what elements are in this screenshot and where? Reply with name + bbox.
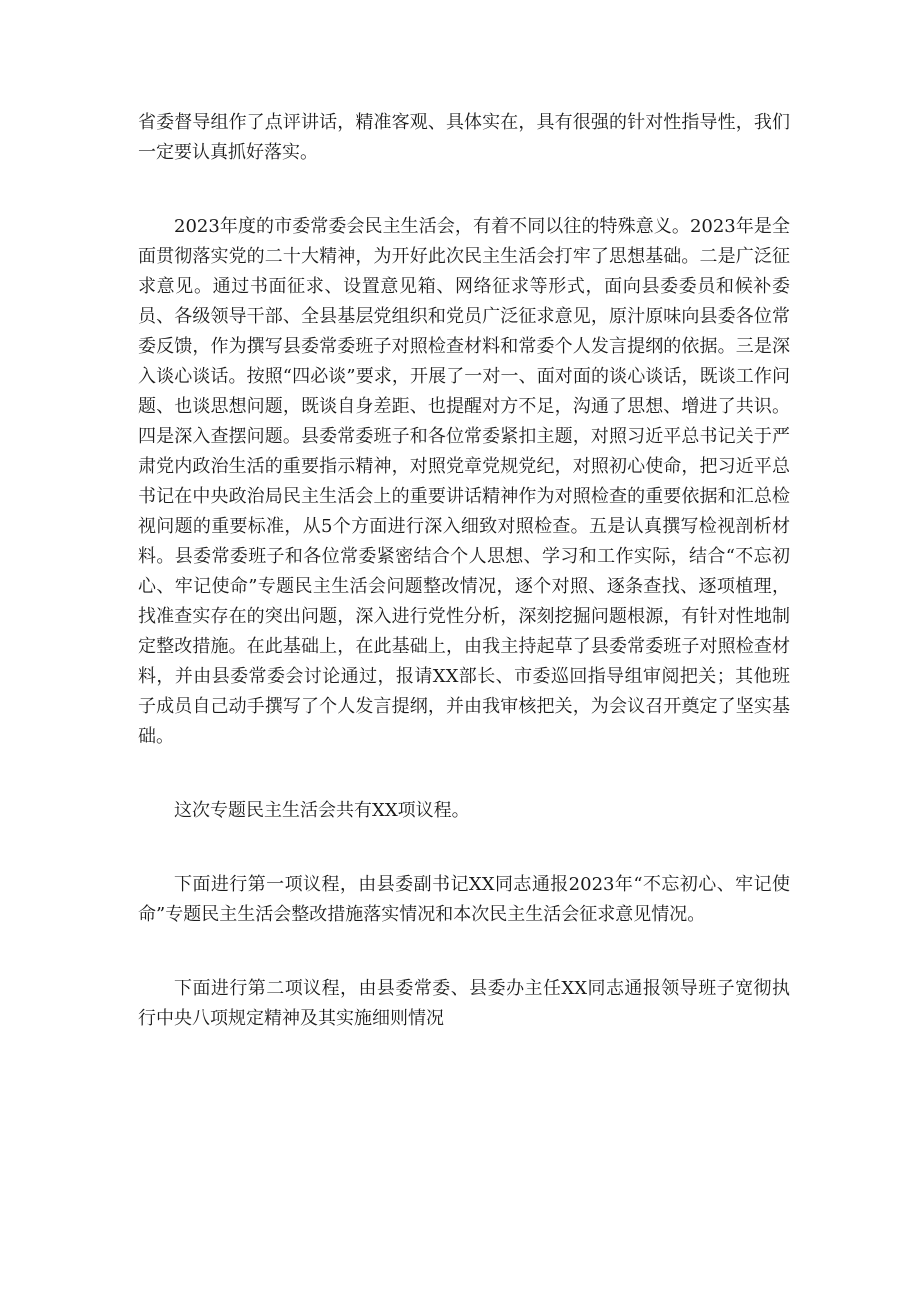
- paragraph-gap: [138, 168, 790, 212]
- paragraph-2: 2023年度的市委常委会民主生活会，有着不同以往的特殊意义。2023年是全面贯彻落实党的二十大精神，为开好此次民主生活会打牢了思想基础。二是广泛征求意见。通过书面征求、设置意见箱、网络征求等形式，面向县委委员和候补委员、各级领导干部、全县基层党组织和党员广泛征求意见，原汁原味向县委各位常委反馈，作为撰写县委常委班子对照检查材料和常委个人发言提纲的依据。三是深入谈心谈话。按照“四必谈”要求，开展了一对一、面对面的谈心谈话，既谈工作问题、也谈思想问题，既谈自身差距、也提醒对方不足，沟通了思想、增进了共识。四是深入查摆问题。县委常委班子和各位常委紧扣主题，对照习近平总书记关于严肃党内政治生活的重要指示精神，对照党章党规党纪，对照初心使命，把习近平总书记在中央政治局民主生活会上的重要讲话精神作为对照检查的重要依据和汇总检视问题的重要标准，从5个方面进行深入细致对照检查。五是认真撰写检视剖析材料。县委常委班子和各位常委紧密结合个人思想、学习和工作实际，结合“不忘初心、牢记使命”专题民主生活会问题整改情况，逐个对照、逐条查找、逐项植理，找准查实存在的突出问题，深入进行党性分析，深刻挖掘问题根源，有针对性地制定整改措施。在此基础上，在此基础上，由我主持起草了县委常委班子对照检查材料，并由县委常委会讨论通过，报请XX部长、市委巡回指导组审阅把关；其他班子成员自己动手撰写了个人发言提纲，并由我审核把关，为会议召开奠定了坚实基础。: [138, 216, 790, 747]
- paragraph-gap: [138, 930, 790, 974]
- document-body: [138, 108, 790, 1034]
- paragraph-1: 省委督导组作了点评讲话，精准客观、具体实在，具有很强的针对性指导性，我们一定要认真抓好落实。: [138, 112, 790, 163]
- paragraph-5: 下面进行第二项议程，由县委常委、县委办主任XX同志通报领导班子宽彻执行中央八项规定精神及其实施细则情况: [138, 978, 790, 1029]
- paragraph-4: 下面进行第一项议程，由县委副书记XX同志通报2023年“不忘初心、牢记使命”专题民主生活会整改措施落实情况和本次民主生活会征求意见情况。: [138, 874, 790, 925]
- paragraph-3: 这次专题民主生活会共有XX项议程。: [174, 800, 470, 821]
- paragraph-gap: [138, 826, 790, 870]
- paragraph-gap: [138, 752, 790, 796]
